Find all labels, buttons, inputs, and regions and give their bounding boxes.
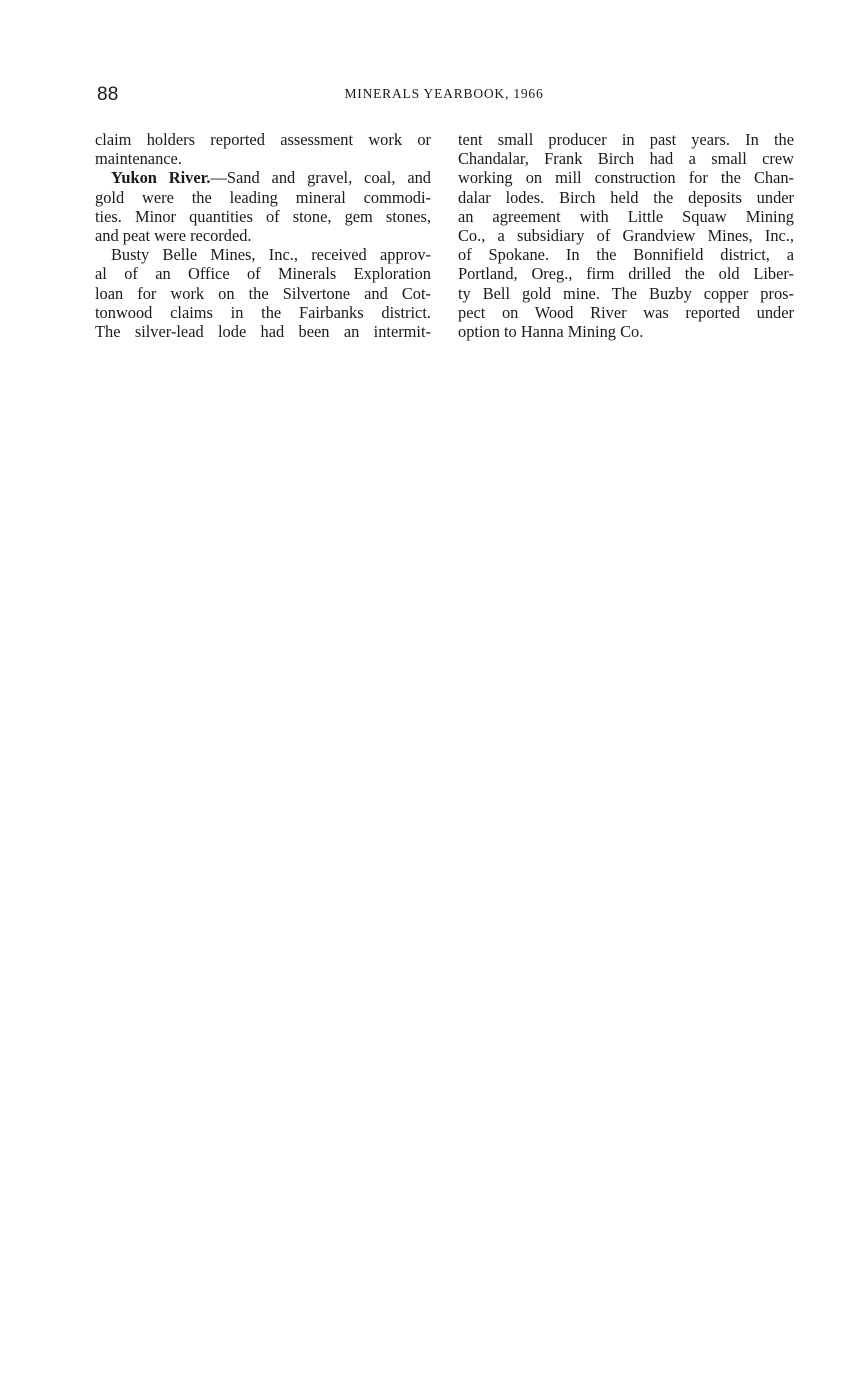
text-line: The silver-lead lode had been an intermit- <box>95 322 431 342</box>
paragraph-yukon-river <box>95 168 431 245</box>
text-line: Busty Belle Mines, Inc., received approv- <box>111 245 431 265</box>
text-run: —Sand and gravel, coal, and <box>210 168 432 188</box>
section-heading-yukon-river: Yukon River. <box>111 168 211 188</box>
text-line: of Spokane. In the Bonnifield district, a <box>458 245 794 265</box>
page-number: 88 <box>97 84 119 105</box>
paragraph-busty-belle <box>95 245 431 341</box>
text-line: Chandalar, Frank Birch had a small crew <box>458 149 794 169</box>
right-column <box>458 130 794 341</box>
text-line <box>95 168 431 187</box>
text-line: working on mill construction for the Chan- <box>458 168 794 188</box>
text-line: option to Hanna Mining Co. <box>458 322 644 342</box>
text-line: gold were the leading mineral commodi- <box>95 187 431 207</box>
text-line: al of an Office of Minerals Exploration <box>95 264 431 284</box>
paragraph-claim-holders <box>95 130 431 168</box>
left-column <box>95 130 431 341</box>
text-line: pect on Wood River was reported under <box>458 302 794 322</box>
text-line: an agreement with Little Squaw Mining <box>458 206 794 226</box>
text-line: tonwood claims in the Fairbanks district. <box>95 302 431 322</box>
text-line: ties. Minor quantities of stone, gem stones, <box>95 206 431 226</box>
text-line: tent small producer in past years. In the <box>458 130 794 149</box>
text-line: ty Bell gold mine. The Buzby copper pros- <box>458 283 794 303</box>
text-line: dalar lodes. Birch held the deposits under <box>458 187 794 207</box>
text-line: Co., a subsidiary of Grandview Mines, Inc., <box>458 226 794 246</box>
text-line: Portland, Oreg., firm drilled the old Liber- <box>458 264 794 284</box>
text-line: loan for work on the Silvertone and Cot- <box>95 283 431 303</box>
running-head: MINERALS YEARBOOK, 1966 <box>344 86 544 101</box>
text-line: claim holders reported assessment work or <box>95 130 431 149</box>
text-line: maintenance. <box>95 149 182 169</box>
text-line: and peat were recorded. <box>95 226 252 246</box>
paragraph-chandalar <box>458 130 794 341</box>
